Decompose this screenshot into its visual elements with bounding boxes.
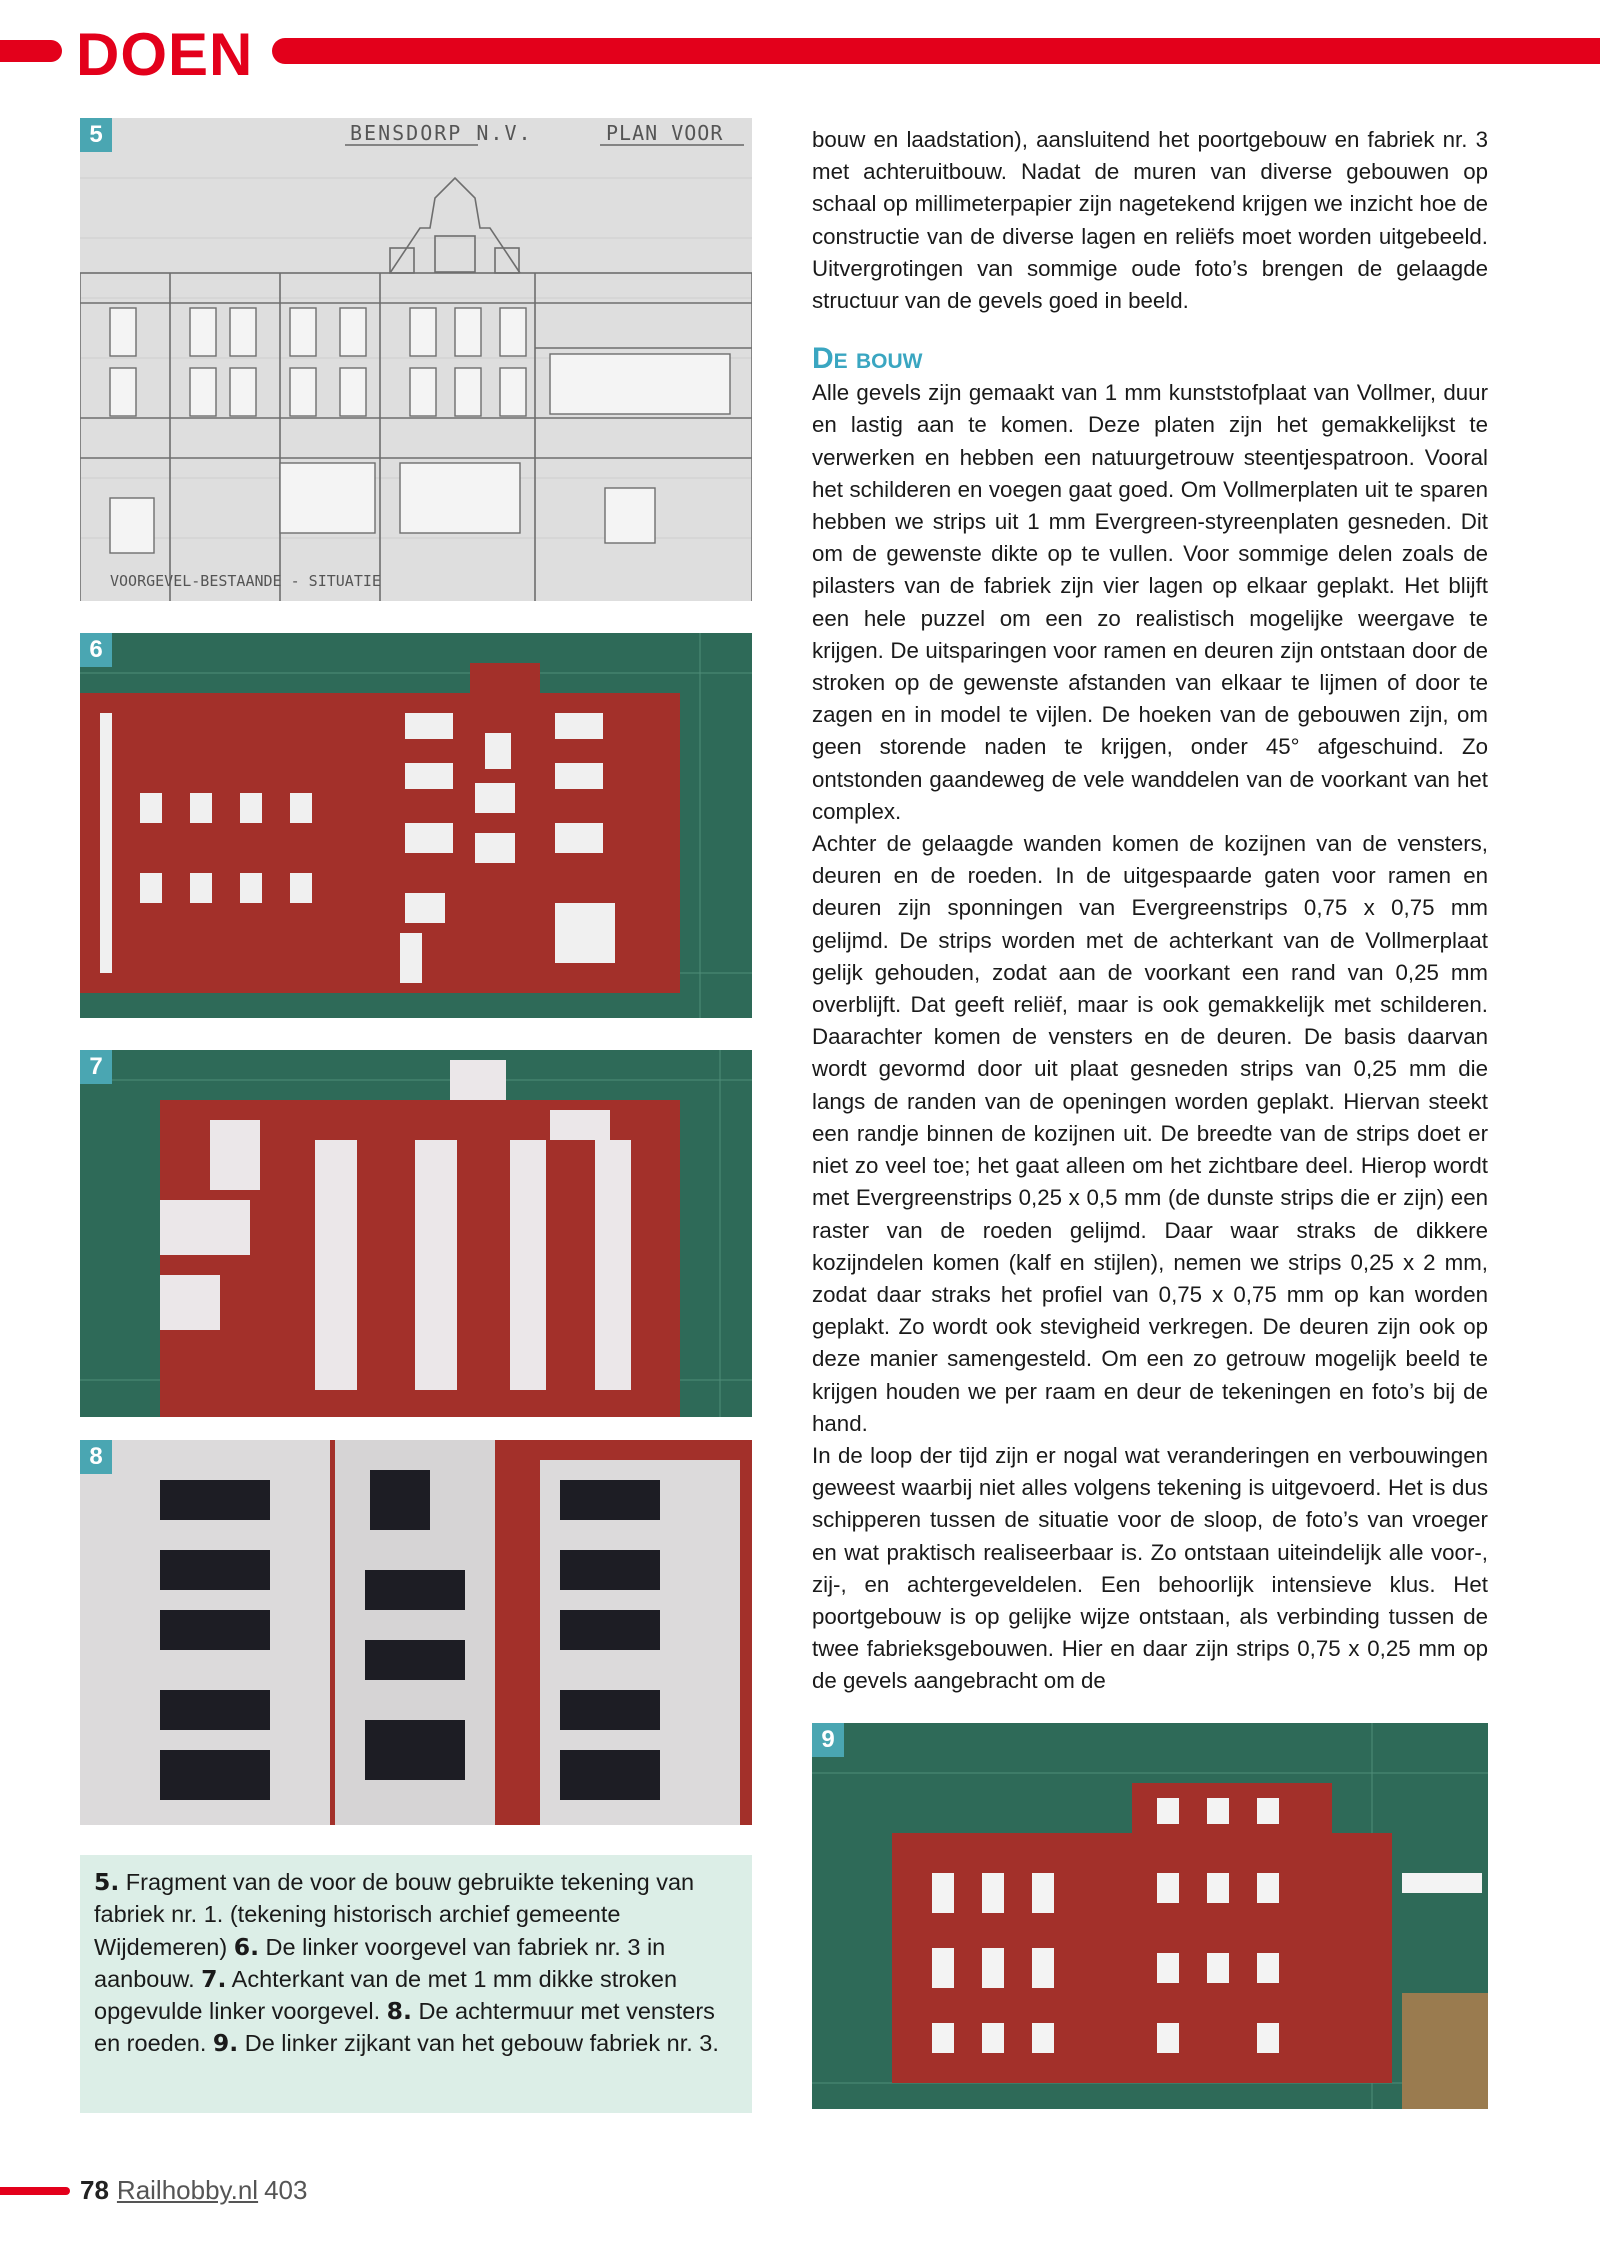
caption-text [94, 1866, 740, 2060]
footer [80, 2174, 307, 2206]
caption-number: 6. [233, 1932, 260, 1961]
site-link[interactable]: Railhobby.nl [116, 2175, 259, 2205]
facade-drawing-illustration [80, 118, 752, 601]
page-number: 78 [80, 2175, 109, 2205]
figure-7-photo [80, 1050, 752, 1417]
article-paragraph-3: In de loop der tijd zijn er nogal wat veranderingen en verbouwingen geweest waarbij niet alles volgens tekening is uitgevoerd. Het is dus schipperen tussen de situatie voor de sloop, de foto’s van vroeger en wat praktisch realiseerbaar is. Zo ontstaan uiteindelijk alle voor-, zij-, en achtergeveldelen. Een behoorlijk intensieve klus. Het poortgebouw is op gelijke wijze ontstaan, als verbinding tussen de twee fabrieksgebouwen. Hier en daar zijn strips 0,75 x 0,25 mm op de gevels aangebracht om de [812, 1442, 1488, 1694]
drawing-label-top-left: BENSDORP N.V. [350, 121, 533, 145]
facade-construction-illustration [80, 633, 752, 1018]
caption-fragment: De linker voorgevel van fabriek nr. 3 in aanbouw. [94, 1933, 666, 1992]
article-paragraph-1: Alle gevels zijn gemaakt van 1 mm kunststofplaat van Vollmer, duur en lastig aan te komen. Deze platen zijn het gemakkelijkst te verwerken en hebben een natuurgetrouw steentjespatroon. Vooral het schilderen en voegen gaat goed. Om Vollmerplaten uit te sparen hebben we strips uit 1 mm Evergreen-styreenplaten gesneden. Dit om de gewenste dikte op te vullen. Voor sommige delen zoals de pilasters van de fabriek zijn vier lagen op elkaar geplakt. Het blijft een hele puzzel om een zo realistisch mogelijke weergave te krijgen. De uitsparingen voor ramen en deuren zijn ontstaan door de stroken op de gewenste afstanden van elkaar te lijmen of door te zagen en in model te vijlen. De hoeken van de gebouwen zijn, om geen storende naden te krijgen, onder 45° afgeschuind. Zo ontstonden gaandeweg de vele wanddelen van de voorkant van het complex. [812, 380, 1488, 824]
header-bar-left [0, 40, 62, 62]
figure-badge: 6 [80, 633, 112, 667]
caption-number: 8. [386, 1997, 412, 2026]
caption-fragment: Achterkant van de met 1 mm dikke stroken opgevulde linker voorgevel. [94, 1965, 678, 2025]
drawing-label-bottom: VOORGEVEL-BESTAANDE - SITUATIE [110, 572, 381, 590]
article-paragraph-2: Achter de gelaagde wanden komen de kozijnen van de vensters, deuren en de roeden. In de uitgespaarde gaten voor ramen en deuren zijn sponningen van Evergreenstrips 0,75 x 0,75 mm gelijmd. De strips worden met de achterkant van de Vollmerplaat gelijk gehouden, zodat aan de voorkant een rand van 0,25 mm overblijft. Dat geeft reliëf, maar is ook gemakkelijk met schilderen. Daarachter komen de vensters en de deuren. De basis daarvan wordt gevormd door uit plaat gesneden strips van 0,25 mm die langs de randen van de openingen worden geplakt. Hiervan steekt een randje binnen de kozijnen uit. De breedte van de strips doet er niet zo veel toe; het gaat alleen om het zichtbare deel. Hierop wordt met Evergreenstrips 0,25 x 0,5 mm (de dunste strips die er zijn) een raster van de roeden gelijmd. Daar waar straks de dikkere kozijndelen komen (kalf en stijlen), nemen we strips 0,25 x 2 mm, zodat daar straks het profiel van 0,75 x 0,75 mm op kan worden geplakt. Zo wordt ook stevigheid verkregen. De deuren zijn ook op deze manier samengesteld. Om een zo getrouw mogelijk beeld te krijgen houden we per raam en deur de tekeningen en foto’s bij de hand. [812, 831, 1488, 1436]
caption-number: 5. [94, 1868, 120, 1896]
article-text [812, 124, 1488, 1698]
figure-badge: 7 [80, 1050, 112, 1084]
figure-8-photo [80, 1440, 752, 1825]
article-intro: bouw en laadstation), aansluitend het poortgebouw en fabriek nr. 3 met achteruitbouw. Nadat de muren van diverse gebouwen op schaal op millimeterpapier zijn nagetekend krijgen we inzicht hoe de constructie van de diverse lagen en reliëfs moet worden uitgebeeld. Uitvergrotingen van sommige oude foto’s brengen de gelaagde structuur van de gevels goed in beeld. [812, 127, 1488, 314]
figure-6-photo [80, 633, 752, 1018]
figure-badge: 5 [80, 118, 112, 152]
back-wall-illustration [80, 1440, 752, 1825]
figure-badge: 9 [812, 1723, 844, 1757]
figure-5-drawing [80, 118, 752, 601]
header-bar-right [272, 38, 1600, 64]
figure-badge: 8 [80, 1440, 112, 1474]
section-title: DOEN [76, 21, 254, 88]
back-side-illustration [80, 1050, 752, 1417]
figure-9-photo [812, 1723, 1488, 2109]
caption-number: 7. [201, 1964, 227, 1993]
side-wall-illustration [812, 1723, 1488, 2109]
caption-fragment: De achtermuur met vensters en roeden. [94, 1998, 715, 2057]
caption-fragment: De linker zijkant van het gebouw fabriek nr. 3. [238, 2030, 719, 2057]
caption-number: 9. [212, 2029, 239, 2058]
footer-bar [0, 2187, 70, 2195]
issue-number: 403 [264, 2175, 308, 2205]
drawing-label-top-right: PLAN VOOR [606, 121, 724, 145]
section-heading: De bouw [812, 342, 923, 376]
caption-fragment: Fragment van de voor de bouw gebruikte tekening van fabriek nr. 1. (tekening historisch archief gemeente Wijdemeren) [94, 1869, 695, 1960]
